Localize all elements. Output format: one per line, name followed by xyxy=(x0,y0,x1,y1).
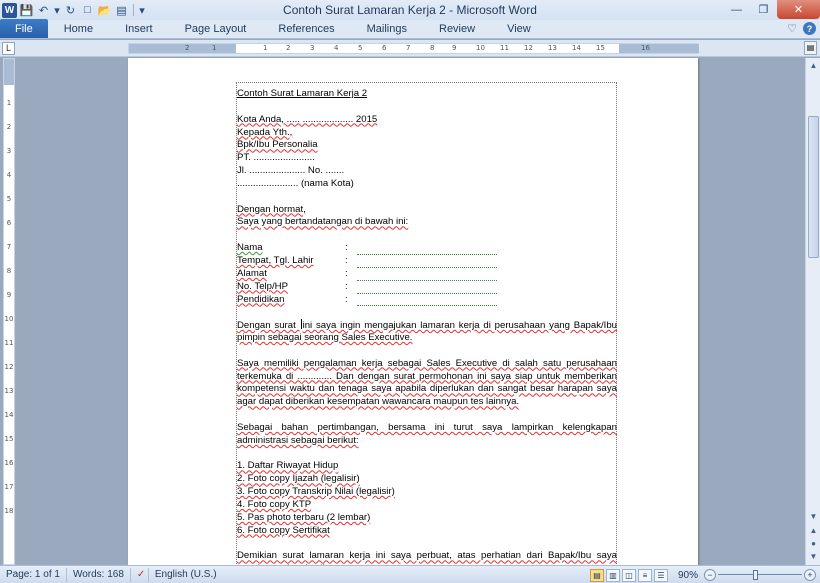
quick-access-toolbar xyxy=(0,0,146,20)
vruler-label: 14 xyxy=(4,411,14,419)
zoom-out-icon[interactable]: − xyxy=(704,569,716,581)
ruler-row xyxy=(0,40,820,57)
restore-button[interactable]: ❐ xyxy=(758,4,769,16)
ruler-label: 1 xyxy=(212,44,217,52)
vertical-ruler-margin xyxy=(4,59,14,85)
doc-para1-line2: pimpin sebagai seorang Sales Executive. xyxy=(237,332,413,344)
vruler-label: 16 xyxy=(4,459,14,467)
doc-recipient-3: PT. ....................... xyxy=(237,152,315,164)
tab-file[interactable]: File xyxy=(0,19,48,38)
doc-field-label: No. Telp/HP xyxy=(237,280,289,292)
print-layout-view-icon[interactable]: ▤ xyxy=(590,569,604,582)
vruler-label: 9 xyxy=(6,291,12,299)
ruler-label: 3 xyxy=(310,44,315,52)
doc-para3-line1: Sebagai bahan pertimbangan, bersama ini turut saya lampirkan kelengkapan xyxy=(237,421,617,433)
proofing-icon[interactable]: ✓ xyxy=(131,568,149,582)
ruler-label: 7 xyxy=(406,44,411,52)
doc-list-item: 2. Foto copy Ijazah (legalisir) xyxy=(237,473,360,485)
ruler-label: 11 xyxy=(500,44,509,52)
vruler-label: 5 xyxy=(6,195,12,203)
ruler-label: 9 xyxy=(452,44,457,52)
doc-para1-line1a: Dengan surat xyxy=(237,320,300,332)
doc-field-row xyxy=(237,294,617,307)
doc-field-row xyxy=(237,242,617,255)
doc-list-item: 4. Foto copy KTP xyxy=(237,499,312,510)
vruler-label: 12 xyxy=(4,363,14,371)
horizontal-ruler[interactable] xyxy=(128,43,698,54)
zoom-knob[interactable] xyxy=(753,570,758,580)
doc-recipient-2: Bpk/Ibu Personalia xyxy=(237,139,318,151)
minimize-ribbon-icon[interactable]: ♡ xyxy=(787,23,797,35)
tab-review[interactable]: Review xyxy=(439,22,476,35)
undo-dropdown-icon[interactable]: ▾ xyxy=(54,4,60,17)
view-ruler-toggle-icon[interactable]: ▤ xyxy=(804,41,817,55)
minimize-button[interactable]: — xyxy=(731,3,742,16)
new-document-icon[interactable]: □ xyxy=(84,4,91,16)
ruler-label: 14 xyxy=(572,44,581,52)
vruler-label: 17 xyxy=(4,483,14,491)
status-right xyxy=(590,568,816,582)
doc-para2-line3: kompetensi waktu dan tenaga saya apabila diperlukan dan sangat besar harapan saya xyxy=(237,383,617,395)
vruler-label: 3 xyxy=(6,147,12,155)
doc-para1-line1b: ini saya ingin mengajukan lamaran kerja di perusahaan yang Bapak/Ibu xyxy=(302,320,618,332)
web-layout-icon[interactable]: ◫ xyxy=(622,569,636,582)
doc-field-colon: : xyxy=(345,242,348,254)
doc-para4-line1: Demikian surat lamaran kerja ini saya perbuat, atas perhatian dari Bapak/Ibu saya xyxy=(237,550,617,562)
qat-separator xyxy=(133,4,134,16)
vruler-label: 2 xyxy=(6,123,12,131)
page-count[interactable]: Page: 1 of 1 xyxy=(0,568,67,582)
next-page-icon[interactable]: ▼ xyxy=(809,552,818,561)
undo-icon[interactable]: ↶ xyxy=(38,4,49,17)
vruler-label: 18 xyxy=(4,507,14,515)
save-icon[interactable]: 💾 xyxy=(19,4,34,17)
document-area[interactable] xyxy=(16,58,805,565)
ruler-label: 6 xyxy=(382,44,387,52)
doc-field-label: Tempat, Tgl. Lahir xyxy=(237,254,314,266)
tab-insert[interactable]: Insert xyxy=(125,22,153,35)
tab-mailings[interactable]: Mailings xyxy=(366,22,407,35)
ruler-label: 1 xyxy=(263,44,268,52)
redo-icon[interactable]: ↻ xyxy=(65,4,76,17)
tab-references[interactable]: References xyxy=(278,22,335,35)
doc-field-dots xyxy=(357,268,497,281)
tab-home[interactable]: Home xyxy=(63,22,94,35)
vruler-label: 1 xyxy=(6,99,12,107)
outline-view-icon[interactable]: ≡ xyxy=(638,569,652,582)
vruler-label: 13 xyxy=(4,387,14,395)
scroll-up-icon[interactable]: ▲ xyxy=(809,61,818,70)
select-browse-object-icon[interactable]: ● xyxy=(811,539,816,548)
ribbon-right-controls xyxy=(787,22,816,35)
doc-heading: Contoh Surat Lamaran Kerja 2 xyxy=(237,88,368,99)
previous-page-icon[interactable]: ▲ xyxy=(809,526,818,535)
doc-field-colon: : xyxy=(345,267,348,279)
ruler-right-margin xyxy=(619,44,699,53)
ruler-label: 16 xyxy=(641,44,650,52)
text-cursor xyxy=(301,319,302,329)
vruler-label: 8 xyxy=(6,267,12,275)
doc-list-item: 6. Foto copy Sertifikat xyxy=(237,524,330,536)
vertical-scrollbar[interactable] xyxy=(805,58,820,565)
doc-field-label: Nama xyxy=(237,242,263,254)
zoom-level[interactable]: 90% xyxy=(677,569,698,581)
ruler-label: 15 xyxy=(596,44,605,52)
ruler-label: 12 xyxy=(524,44,533,52)
zoom-track xyxy=(718,574,802,575)
tab-view[interactable]: View xyxy=(507,22,531,35)
zoom-in-icon[interactable]: + xyxy=(804,569,816,581)
doc-list-item: 1. Daftar Riwayat Hidup xyxy=(237,460,339,472)
doc-para2-line1: Saya memiliki pengalaman kerja sebagai Sales Executive di salah satu perusahaan xyxy=(237,357,617,369)
title-bar xyxy=(0,0,820,20)
text-boundary xyxy=(236,82,617,582)
doc-recipient-5: ....................... (nama Kota) xyxy=(237,177,354,189)
tab-selector-icon[interactable]: L xyxy=(2,42,15,55)
full-screen-reading-icon[interactable]: ▥ xyxy=(606,569,620,582)
doc-para3-line2: administrasi sebagai berikut: xyxy=(237,434,359,446)
vruler-label: 6 xyxy=(6,219,12,227)
doc-field-dots xyxy=(357,281,497,294)
doc-list-item: 5. Pas photo terbaru (2 lembar) xyxy=(237,511,371,523)
zoom-slider[interactable] xyxy=(718,569,802,581)
tab-page-layout[interactable]: Page Layout xyxy=(184,22,247,35)
doc-field-dots xyxy=(357,255,497,268)
ruler-label: 4 xyxy=(334,44,339,52)
vruler-label: 10 xyxy=(4,315,14,323)
vruler-label: 15 xyxy=(4,435,14,443)
draft-view-icon[interactable]: ☰ xyxy=(654,569,668,582)
customize-qat-icon[interactable]: ▾ xyxy=(139,4,145,17)
doc-field-colon: : xyxy=(345,254,348,266)
vertical-ruler[interactable] xyxy=(3,58,15,565)
close-button[interactable]: ✕ xyxy=(777,0,820,19)
language-indicator[interactable]: English (U.S.) xyxy=(154,568,217,580)
doc-para2-line2: terkemuka di ............. Dan dengan surat permohonan ini saya siap untuk memberikan xyxy=(237,370,617,382)
ruler-label: 2 xyxy=(286,44,291,52)
scroll-down-icon[interactable]: ▼ xyxy=(809,512,818,521)
ruler-label: 8 xyxy=(430,44,435,52)
help-icon[interactable]: ? xyxy=(803,22,816,35)
doc-para2-line4: agar dapat diberikan kesempatan wawancara maupun tes lainnya. xyxy=(237,396,520,408)
doc-field-row xyxy=(237,281,617,294)
ruler-label: 2 xyxy=(185,44,190,52)
ruler-left-margin xyxy=(129,44,236,53)
vruler-label: 7 xyxy=(6,243,12,251)
vruler-label: 11 xyxy=(4,339,14,347)
open-folder-icon[interactable]: 📂 xyxy=(97,4,112,17)
doc-field-colon: : xyxy=(345,280,348,292)
doc-greeting: Dengan hormat, xyxy=(237,203,306,215)
doc-field-label: Pendidikan xyxy=(237,293,285,305)
doc-list-item: 3. Foto copy Transkrip Nilai (legalisir) xyxy=(237,486,395,498)
doc-field-row xyxy=(237,255,617,268)
scroll-thumb[interactable] xyxy=(808,116,819,258)
status-bar xyxy=(0,565,820,583)
doc-recipient-4: Jl. ..................... No. ....... xyxy=(237,165,345,177)
ruler-label: 13 xyxy=(548,44,557,52)
doc-field-dots xyxy=(357,294,497,307)
ruler-label: 5 xyxy=(358,44,363,52)
window-controls xyxy=(723,0,820,19)
doc-field-dots xyxy=(357,242,497,255)
window-title: Contoh Surat Lamaran Kerja 2 - Microsoft Word xyxy=(283,3,537,17)
print-preview-icon[interactable]: ▤ xyxy=(116,4,127,17)
doc-field-row xyxy=(237,268,617,281)
doc-recipient-1: Kepada Yth., xyxy=(237,126,293,138)
ribbon-tabs xyxy=(0,20,820,39)
word-count[interactable]: Words: 168 xyxy=(67,568,131,582)
document-body[interactable] xyxy=(237,88,617,576)
document-page[interactable] xyxy=(128,58,698,578)
doc-city-date: Kota Anda, ..... ................... 2015 xyxy=(237,113,378,125)
doc-intro: Saya yang bertandatangan di bawah ini: xyxy=(237,216,409,228)
doc-field-colon: : xyxy=(345,293,348,305)
doc-field-label: Alamat xyxy=(237,267,267,279)
vruler-label: 4 xyxy=(6,171,12,179)
ruler-label: 10 xyxy=(476,44,485,52)
word-app-icon[interactable]: W xyxy=(2,3,17,18)
